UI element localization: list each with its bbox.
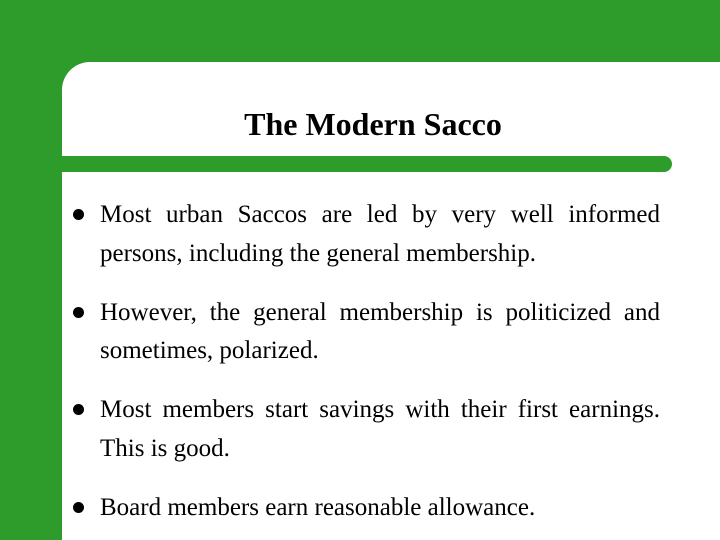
bullet-list — [72, 196, 660, 540]
bullet-dot-icon — [73, 307, 84, 318]
bullet-text: Most members start savings with their first earnings. This is good. — [100, 396, 660, 462]
bullet-item — [72, 391, 660, 469]
title-divider — [52, 156, 672, 172]
bullet-text: Most urban Saccos are led by very well informed persons, including the general membership. — [100, 201, 660, 267]
bullet-item — [72, 489, 660, 528]
bullet-text: Board members earn reasonable allowance. — [100, 493, 536, 521]
bullet-item — [72, 196, 660, 274]
bullet-text: However, the general membership is politicized and sometimes, polarized. — [100, 298, 660, 365]
bullet-item — [72, 294, 660, 372]
bullet-dot-icon — [73, 404, 84, 415]
slide-title: The Modern Sacco — [244, 106, 502, 142]
bullet-dot-icon — [73, 209, 84, 220]
bullet-dot-icon — [73, 502, 84, 513]
